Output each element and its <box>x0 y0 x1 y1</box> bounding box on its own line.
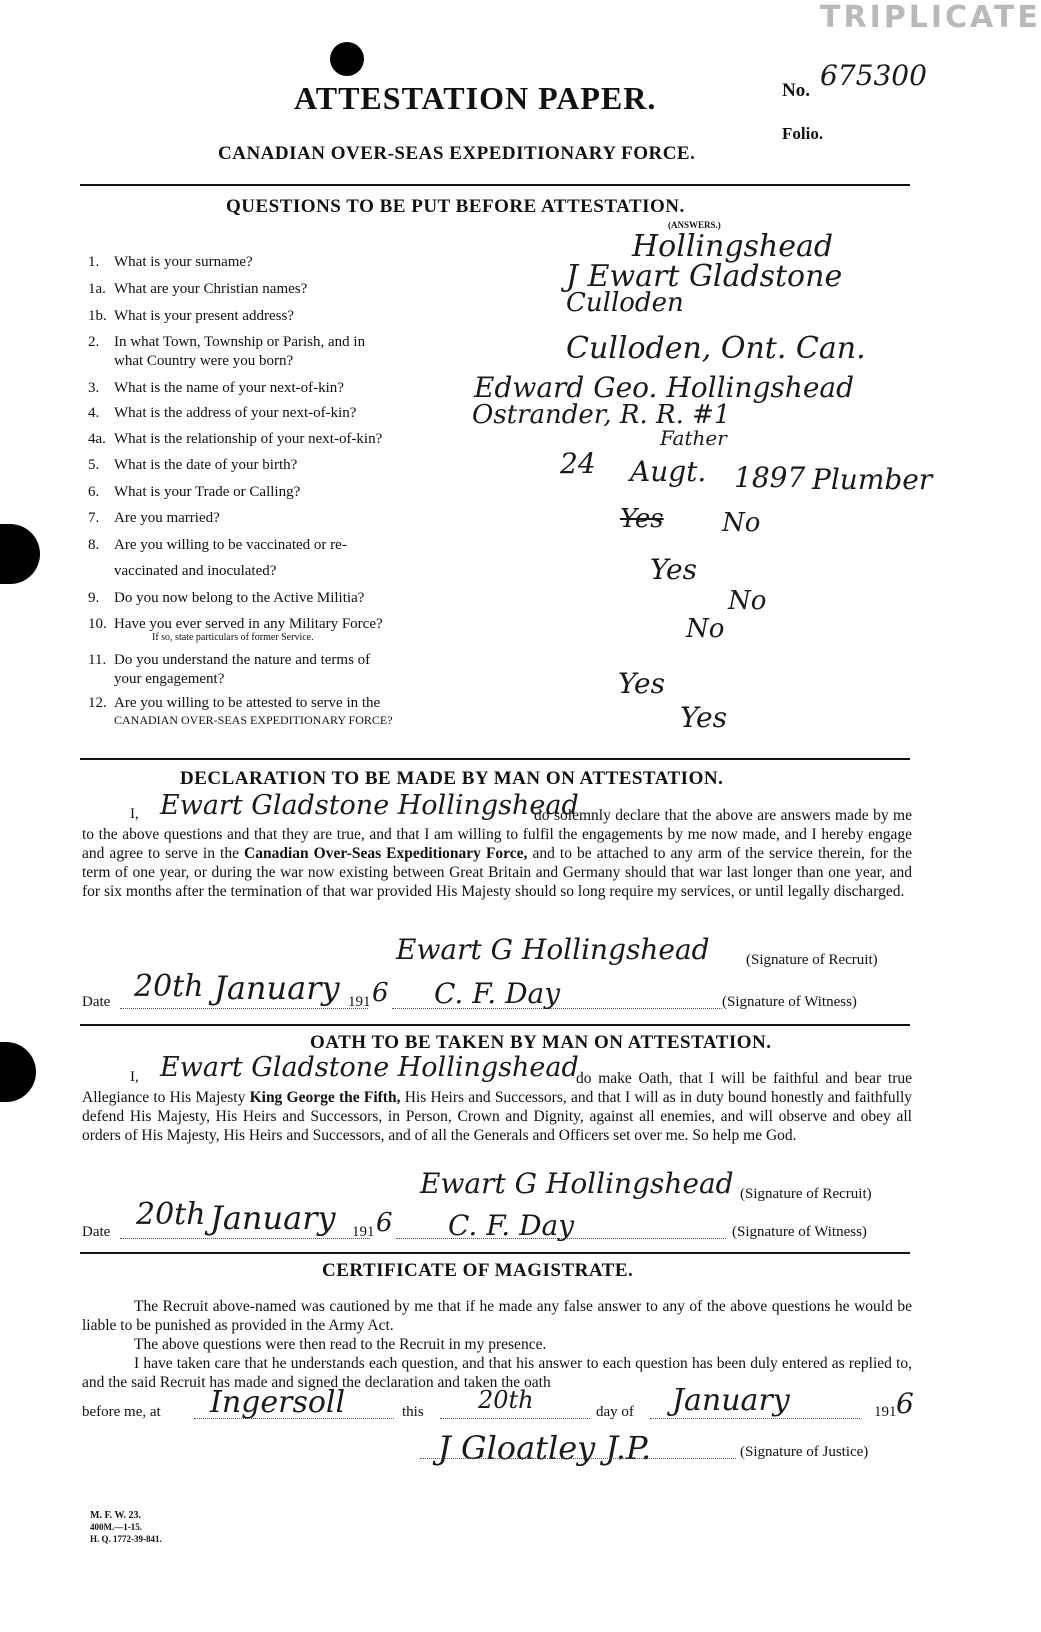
oath-date-label: Date <box>82 1224 111 1240</box>
magistrate-year-suffix: 6 <box>896 1387 914 1420</box>
oath-date-month: January <box>210 1199 336 1237</box>
declaration-text-1: do solemnly declare that the above are answers made by me to the above questions and that they are true, and that I am willing to fulfil the engagements by me now made, and I hereby engage and agree to serve in the <box>82 807 912 862</box>
question-row <box>88 380 344 397</box>
oath-signature-recruit: Ewart G Hollingshead <box>420 1167 734 1200</box>
answer-present-address: Culloden <box>566 288 684 318</box>
magistrate-year-prefix: 191 <box>874 1404 897 1420</box>
declaration-rule <box>80 1024 910 1026</box>
question-text: Are you willing to be attested to serve in the <box>114 695 381 711</box>
number-label: No. <box>782 80 810 101</box>
declaration-name: Ewart Gladstone Hollingshead <box>160 790 579 821</box>
questions-rule <box>80 758 910 760</box>
question-row <box>152 632 314 643</box>
questions-heading: QUESTIONS TO BE PUT BEFORE ATTESTATION. <box>226 196 685 217</box>
question-text: If so, state particulars of former Service. <box>152 632 314 643</box>
oath-i: I, <box>130 1069 139 1085</box>
question-row <box>88 510 220 527</box>
question-row <box>88 616 383 633</box>
question-number: 1a. <box>88 281 106 297</box>
justice-sig-line <box>420 1458 736 1459</box>
question-row <box>88 713 393 728</box>
oath-sig-witness-label: (Signature of Witness) <box>732 1224 867 1240</box>
question-text: What are your Christian names? <box>114 281 308 297</box>
question-row <box>88 652 370 669</box>
question-text: In what Town, Township or Parish, and in <box>114 334 366 350</box>
question-number: 5. <box>88 457 100 473</box>
punch-hole-left-upper <box>0 524 40 584</box>
declaration-text-2: and to be attached to any arm of the service therein, for the term of one year, or during the war now existing between Great Britain and Germany should that war last longer than one year, and for six months after the termination of that war provided His Majesty should so long require my services, or until legally discharged. <box>82 845 913 900</box>
question-number: 1b. <box>88 308 107 324</box>
justice-signature: J Gloatley J.P. <box>438 1429 652 1467</box>
answer-militia: No <box>728 586 767 616</box>
magistrate-paragraph-3: I have taken care that he understands each question, and that his answer to each question has been duly entered as replied to, and the said Recruit has made and signed the declaration and taken the oath <box>82 1355 912 1391</box>
answer-christian-names: J Ewart Gladstone <box>566 259 843 294</box>
question-row <box>88 563 276 580</box>
oath-heading: OATH TO BE TAKEN BY MAN ON ATTESTATION. <box>310 1032 772 1053</box>
footer-print-run: 400M.—1-15. <box>90 1522 142 1532</box>
answer-birth-month: Augt. <box>630 455 707 488</box>
answer-relationship: Father <box>660 426 727 450</box>
declaration-date-day: 20th <box>134 969 204 1004</box>
answer-trade: Plumber <box>812 463 933 496</box>
oath-bold: King George the Fifth, <box>249 1089 401 1106</box>
question-number: 3. <box>88 380 100 396</box>
question-number: 9. <box>88 590 100 606</box>
page-subtitle: CANADIAN OVER-SEAS EXPEDITIONARY FORCE. <box>218 143 696 164</box>
question-row <box>88 695 380 712</box>
answer-next-of-kin-address: Ostrander, R. R. #1 <box>472 400 731 430</box>
question-text: What is the relationship of your next-of-kin? <box>114 431 383 447</box>
question-text: Do you understand the nature and terms of <box>114 652 371 668</box>
question-row <box>88 308 294 325</box>
question-number: 10. <box>88 616 107 632</box>
question-number: 12. <box>88 695 107 711</box>
question-text: Are you married? <box>114 510 220 526</box>
mag-day-line <box>440 1418 590 1419</box>
answers-label: (ANSWERS.) <box>668 220 721 230</box>
question-row <box>88 353 293 370</box>
question-text: What is your present address? <box>114 308 294 324</box>
oath-date-day: 20th <box>136 1197 206 1232</box>
question-text: What is the address of your next-of-kin? <box>114 405 357 421</box>
question-text: Are you willing to be vaccinated or re- <box>114 537 347 553</box>
question-row <box>88 405 356 422</box>
question-row <box>88 484 300 501</box>
question-number: 2. <box>88 334 100 350</box>
answer-birthplace: Culloden, Ont. Can. <box>566 331 866 366</box>
question-text: what Country were you born? <box>114 353 294 369</box>
question-number: 7. <box>88 510 100 526</box>
oath-date-line <box>120 1238 370 1239</box>
oath-sig-recruit-label: (Signature of Recruit) <box>740 1186 872 1202</box>
declaration-date-label: Date <box>82 994 111 1010</box>
question-row <box>88 537 347 554</box>
answer-surname: Hollingshead <box>632 229 834 264</box>
footer-hq-ref: H. Q. 1772-39-841. <box>90 1534 162 1544</box>
question-row <box>88 457 297 474</box>
before-me-place: Ingersoll <box>210 1385 346 1420</box>
declaration-bold: Canadian Over-Seas Expeditionary Force, <box>244 845 528 862</box>
this-label: this <box>402 1404 424 1420</box>
question-text: your engagement? <box>114 671 225 687</box>
question-text: What is your Trade or Calling? <box>114 484 301 500</box>
oath-year-suffix: 6 <box>376 1208 393 1238</box>
question-row <box>88 671 224 688</box>
declaration-sig-recruit-label: (Signature of Recruit) <box>746 952 878 968</box>
answer-birth-day: 24 <box>560 447 596 480</box>
folio-label: Folio. <box>782 124 824 143</box>
question-text: What is the name of your next-of-kin? <box>114 380 344 396</box>
magistrate-paragraph-2: The above questions were then read to the Recruit in my presence. <box>134 1336 547 1353</box>
header-rule <box>80 184 910 186</box>
question-row <box>88 281 307 298</box>
page-title: ATTESTATION PAPER. <box>294 80 657 116</box>
day-of-label: day of <box>596 1404 634 1420</box>
answer-married-struck: Yes <box>620 504 664 534</box>
question-text: vaccinated and inoculated? <box>114 563 277 579</box>
declaration-text <box>82 806 912 901</box>
number-value: 675300 <box>820 59 927 92</box>
declaration-year-suffix: 6 <box>372 978 389 1008</box>
magistrate-heading: CERTIFICATE OF MAGISTRATE. <box>322 1260 634 1281</box>
question-number: 6. <box>88 484 100 500</box>
sig-justice-label: (Signature of Justice) <box>740 1444 869 1460</box>
oath-text-2: His Heirs and Successors, and that I will as in duty bound honestly and faithfully defend His Majesty, His Heirs and Successors, in Person, Crown and Dignity, against all enemies, and will observe and obey all orders of His Majesty, His Heirs and Successors, and of all the Generals and Officers set over me. So help me God. <box>82 1089 913 1144</box>
question-text: What is the date of your birth? <box>114 457 298 473</box>
question-text: Do you now belong to the Active Militia? <box>114 590 365 606</box>
oath-rule <box>80 1252 910 1254</box>
declaration-i: I, <box>130 806 139 822</box>
magistrate-paragraph-1: The Recruit above-named was cautioned by me that if he made any false answer to any of the above questions he would be liable to be punished as provided in the Army Act. <box>82 1298 912 1334</box>
oath-year-prefix: 191 <box>352 1224 375 1240</box>
answer-served: No <box>686 614 725 644</box>
oath-text <box>82 1069 912 1145</box>
mag-month-line <box>650 1418 860 1419</box>
punch-hole-left-lower <box>0 1042 36 1102</box>
oath-name: Ewart Gladstone Hollingshead <box>160 1052 579 1083</box>
declaration-signature-recruit: Ewart G Hollingshead <box>396 933 710 966</box>
footer-form-code: M. F. W. 23. <box>90 1510 142 1521</box>
declaration-sig-witness-label: (Signature of Witness) <box>722 994 857 1010</box>
before-me-label: before me, at <box>82 1404 161 1420</box>
question-row <box>88 334 365 351</box>
question-number: 4. <box>88 405 100 421</box>
question-text: Have you ever served in any Military Force? <box>114 616 383 632</box>
question-row <box>88 590 364 607</box>
question-number: 1. <box>88 254 100 270</box>
magistrate-day: 20th <box>478 1386 534 1414</box>
question-text: What is your surname? <box>114 254 253 270</box>
question-number: 11. <box>88 652 107 668</box>
question-text: CANADIAN OVER-SEAS EXPEDITIONARY FORCE? <box>114 713 393 727</box>
answer-birth-year: 1897 <box>734 461 806 494</box>
declaration-heading: DECLARATION TO BE MADE BY MAN ON ATTESTATION. <box>180 768 724 789</box>
question-number: 4a. <box>88 431 106 447</box>
declaration-date-month: January <box>214 969 340 1007</box>
oath-text-1: do make Oath, that I will be faithful and bear true Allegiance to His Majesty <box>82 1070 912 1106</box>
answer-vaccinated: Yes <box>650 553 697 586</box>
triplicate-stamp: TRIPLICATE <box>820 0 1041 35</box>
magistrate-month: January <box>672 1383 790 1418</box>
answer-married: No <box>722 508 761 538</box>
answer-willing: Yes <box>680 701 727 734</box>
oath-witness: C. F. Day <box>448 1209 575 1242</box>
question-row <box>88 254 253 271</box>
declaration-witness: C. F. Day <box>434 977 561 1010</box>
declaration-year-prefix: 191 <box>348 994 371 1010</box>
answer-understand: Yes <box>618 667 665 700</box>
question-row <box>88 431 382 448</box>
answer-next-of-kin-name: Edward Geo. Hollingshead <box>474 371 855 404</box>
punch-hole-top <box>330 42 364 76</box>
question-number: 8. <box>88 537 100 553</box>
declaration-date-line <box>120 1008 368 1009</box>
